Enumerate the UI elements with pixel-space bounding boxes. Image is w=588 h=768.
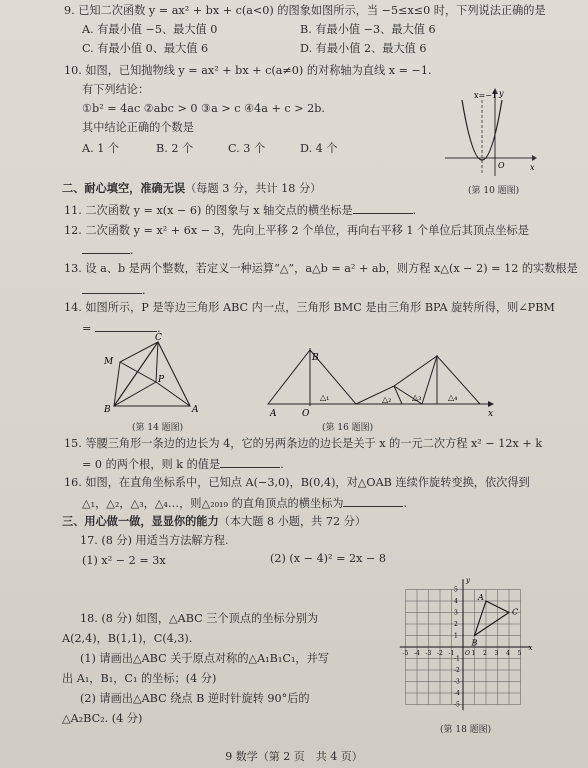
- q18-line1: 18. (8 分) 如图，△ABC 三个顶点的坐标分别为: [80, 612, 319, 625]
- q10-conclusions: ①b² = 4ac ②abc > 0 ③a > c ④4a + c > 2b.: [82, 102, 325, 115]
- fig18-caption: (第 18 题图): [440, 725, 492, 735]
- section2-title: 二、耐心填空，准确无误: [62, 181, 186, 195]
- fig16-triangle-2: [356, 386, 402, 404]
- q13-answer-blank[interactable]: [82, 282, 142, 294]
- x-tick-label: -1: [448, 650, 455, 657]
- section2-note: （每题 3 分，共计 18 分）: [185, 182, 322, 195]
- q9-stem: 9. 已知二次函数 y = ax² + bx + c(a<0) 的图象如图所示，当 −5≤x≤0 时，下列说法正确的是: [64, 4, 546, 17]
- fig16-label-t2: △₂: [382, 395, 392, 404]
- q10-line2: 有下列结论：: [82, 83, 150, 96]
- q18-grid-figure: [398, 572, 538, 720]
- q16-answer-blank[interactable]: [343, 495, 403, 507]
- fig16-label-b: B: [312, 353, 319, 363]
- q16-line2: △₁，△₂，△₃，△₄…，则△₂₀₁₉ 的直角顶点的横坐标为 .: [82, 497, 408, 510]
- q14-equals: =: [82, 322, 92, 335]
- q16-text2: △₁，△₂，△₃，△₄…，则△₂₀₁₉ 的直角顶点的横坐标为: [82, 497, 344, 510]
- page-footer: 9 数学（第 2 页 共 4 页）: [225, 750, 363, 763]
- y-tick-label: 5: [454, 586, 458, 594]
- q15-text: 15. 等腰三角形一条边的边长为 4，它的另两条边的边长是关于 x 的一元二次方程 x² − 12x + k: [64, 437, 543, 450]
- y-tick-label: 3: [454, 609, 458, 617]
- q14-line2: = .: [82, 322, 161, 335]
- q18-line6: △A₂BC₂. (4 分): [62, 712, 143, 725]
- vertex-label-b: B: [471, 638, 478, 648]
- q15-line2: = 0 的两个根，则 k 的值是 .: [82, 458, 284, 471]
- q13-line2: .: [82, 282, 146, 298]
- q11-line: 11. 二次函数 y = x(x − 6) 的图象与 x 轴交点的横坐标是 .: [64, 204, 417, 217]
- fig14-label-m: M: [104, 357, 114, 367]
- y-tick-label: 4: [454, 598, 458, 605]
- q16-text: 16. 如图，在直角坐标系中，已知点 A(−3,0)，B(0,4)，对△OAB 连续作旋转变换，依次得到: [64, 476, 530, 489]
- fig14-label-p: P: [158, 375, 165, 385]
- fig16-triangle-4: [437, 356, 480, 404]
- x-tick-label: -3: [425, 650, 432, 657]
- q16-rotation-figure: [262, 336, 502, 421]
- axis-label-x: x: [528, 644, 533, 652]
- x-tick-label: -4: [414, 650, 420, 657]
- section3-heading: [62, 514, 366, 529]
- fig16-label-a: A: [270, 409, 277, 419]
- y-tick-label: -4: [454, 690, 460, 697]
- q12-answer-blank[interactable]: [82, 242, 130, 254]
- fig14-label-c: C: [155, 333, 162, 343]
- fig10-caption: (第 10 题图): [468, 186, 520, 196]
- q9-option-c: C. 有最小值 0、最大值 6: [82, 42, 209, 55]
- y-tick-label: -5: [454, 701, 460, 709]
- fig16-caption: (第 16 题图): [322, 423, 374, 433]
- q15-answer-blank[interactable]: [220, 456, 280, 468]
- q17-stem: 17. (8 分) 用适当方法解方程.: [80, 534, 229, 547]
- q9-option-a: A. 有最小值 −5、最大值 0: [82, 23, 218, 36]
- fig10-label-x: x: [530, 163, 535, 172]
- fig14-triangle-bmc: [114, 342, 158, 406]
- q10-option-a: A. 1 个: [82, 142, 120, 155]
- x-tick-label: 5: [517, 650, 522, 657]
- q18-line4: 出 A₁，B₁，C₁ 的坐标；(4 分): [62, 672, 217, 685]
- y-tick-label: -3: [454, 678, 460, 686]
- fig16-triangle-oab: [268, 350, 310, 404]
- q17-part1: (1) x² − 2 = 3x: [82, 554, 166, 567]
- fig10-label-o: O: [498, 161, 505, 170]
- q18-line2: A(2,4)，B(1,1)，C(4,3).: [62, 632, 193, 645]
- q14-text: 14. 如图所示，P 是等边三角形 ABC 内一点，三角形 BMC 是由三角形 BPA 旋转所得，则∠PBM: [64, 301, 555, 314]
- fig16-label-t4: △₄: [448, 393, 458, 402]
- x-tick-label: 4: [506, 650, 510, 657]
- q9-option-d: D. 有最小值 2、最大值 6: [300, 42, 427, 55]
- y-tick-label: 1: [454, 632, 458, 640]
- q11-text: 11. 二次函数 y = x(x − 6) 的图象与 x 轴交点的横坐标是: [64, 204, 353, 217]
- fig16-label-t1: △₁: [320, 393, 330, 402]
- q11-answer-blank[interactable]: [353, 202, 413, 214]
- vertex-label-c: C: [512, 607, 519, 617]
- fig16-label-o: O: [302, 409, 310, 419]
- y-tick-label: -2: [454, 667, 460, 674]
- q12-text: 12. 二次函数 y = x² + 6x − 3，先向上平移 2 个单位，再向右平移 1 个单位后其顶点坐标是: [64, 224, 529, 237]
- fig10-label-sym: x=−1: [474, 91, 498, 100]
- fig14-label-b: B: [104, 405, 111, 415]
- q17-part2: (2) (x − 4)² = 2x − 8: [270, 552, 387, 565]
- q10-question: 其中结论正确的个数是: [82, 121, 194, 134]
- fig10-label-y: y: [499, 89, 504, 98]
- y-tick-label: -1: [454, 655, 460, 663]
- x-tick-label: 1: [471, 650, 476, 657]
- origin-label: O: [465, 650, 470, 657]
- y-tick-label: 2: [454, 621, 458, 628]
- section3-note: （本大题 8 小题，共 72 分）: [218, 515, 367, 528]
- x-tick-label: -2: [437, 650, 443, 657]
- axis-label-y: y: [466, 576, 470, 585]
- x-tick-label: -5: [402, 650, 409, 657]
- q18-line3: (1) 请画出△ABC 关于原点对称的△A₁B₁C₁，并写: [80, 652, 329, 665]
- q14-triangle-figure: [100, 330, 210, 420]
- q10-option-c: C. 3 个: [228, 142, 266, 155]
- q10-parabola-figure: [440, 86, 540, 181]
- q18-line5: (2) 请画出△ABC 绕点 B 逆时针旋转 90°后的: [80, 692, 310, 705]
- q10-stem: 10. 如图，已知抛物线 y = ax² + bx + c(a≠0) 的对称轴为直线 x = −1.: [64, 64, 432, 77]
- x-tick-label: 2: [483, 650, 487, 657]
- q10-option-b: B. 2 个: [156, 142, 194, 155]
- fig14-caption: (第 14 题图): [132, 423, 184, 433]
- fig14-label-a: A: [192, 405, 199, 415]
- fig16-label-t3: △₃: [412, 393, 422, 402]
- q10-option-d: D. 4 个: [300, 142, 338, 155]
- q13-text: 13. 设 a、b 是两个整数，若定义一种运算“△”，a△b = a² + ab，则方程 x△(x − 2) = 12 的实数根是: [64, 262, 578, 275]
- q9-option-b: B. 有最小值 −3、最大值 6: [300, 23, 436, 36]
- q12-line2: .: [82, 242, 134, 258]
- x-tick-label: 3: [494, 650, 499, 657]
- triangle-abc: [475, 601, 510, 636]
- section2-heading: [62, 181, 321, 196]
- q15-text2: = 0 的两个根，则 k 的值是: [82, 458, 221, 471]
- fig16-label-x: x: [488, 409, 494, 419]
- section3-title: 三、用心做一做，显显你的能力: [62, 514, 219, 528]
- vertex-label-a: A: [478, 593, 484, 602]
